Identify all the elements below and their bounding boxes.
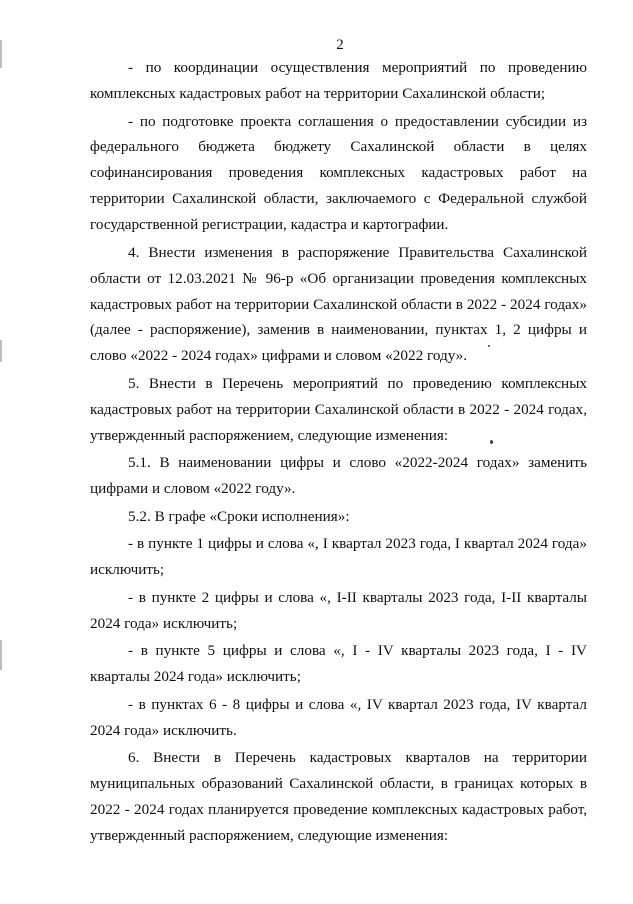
- paragraph-subsidy-agreement: - по подготовке проекта соглашения о предоставлении субсидии из федерального бюджета бюджету Сахалинской области в целях софинансирования проведения комплексных кадастровых работ на территории Сахалинской области, заключаемого с Федеральной службой государственной регистрации, кадастра и картографии.: [90, 112, 587, 234]
- paragraph-points-6-8: - в пунктах 6 - 8 цифры и слова «, IV квартал 2023 года, IV квартал 2024 года» исключить.: [90, 695, 587, 739]
- paragraph-item-5-2: 5.2. В графе «Сроки исполнения»:: [128, 507, 350, 525]
- paragraph-item-5-1: 5.1. В наименовании цифры и слово «2022-2024 годах» заменить цифрами и словом «2022 году».: [90, 454, 587, 498]
- scan-edge-mark: [0, 640, 2, 670]
- paragraph-item-4: 4. Внести изменения в распоряжение Правительства Сахалинской области от 12.03.2021 № 96-р «Об организации проведения комплексных кадастровых работ на территории Сахалинской области в 2022 - 2024 годах» (далее - распоряжение), заменив в наименовании, пунктах 1, 2 цифры и слово «2022 - 2024 годах» цифрами и словом «2022 году».: [90, 243, 587, 365]
- scan-speck: [490, 440, 493, 444]
- scan-edge-mark: [0, 340, 2, 362]
- paragraph-item-5: 5. Внести в Перечень мероприятий по проведению комплексных кадастровых работ на территории Сахалинской области в 2022 - 2024 годах, утвержденный распоряжением, следующие изменения:: [90, 374, 587, 444]
- paragraph-point-5: - в пункте 5 цифры и слова «, I - IV кварталы 2023 года, I - IV кварталы 2024 года» исключить;: [90, 642, 587, 686]
- paragraph-point-2: - в пункте 2 цифры и слова «, I-II кварталы 2023 года, I-II кварталы 2024 года» исключить;: [90, 588, 587, 632]
- paragraph-point-1: - в пункте 1 цифры и слова «, I квартал 2023 года, I квартал 2024 года» исключить;: [90, 535, 587, 579]
- page-number: 2: [336, 37, 344, 53]
- scan-speck: [488, 345, 490, 347]
- document-body: [90, 55, 587, 849]
- paragraph-item-6: 6. Внести в Перечень кадастровых кварталов на территории муниципальных образований Сахалинской области, в границах которых в 2022 - 2024 годах планируется проведение комплексных кадастровых работ, утвержденный распоряжением, следующие изменения:: [90, 749, 587, 845]
- paragraph-coordination: - по координации осуществления мероприятий по проведению комплексных кадастровых работ на территории Сахалинской области;: [90, 59, 587, 102]
